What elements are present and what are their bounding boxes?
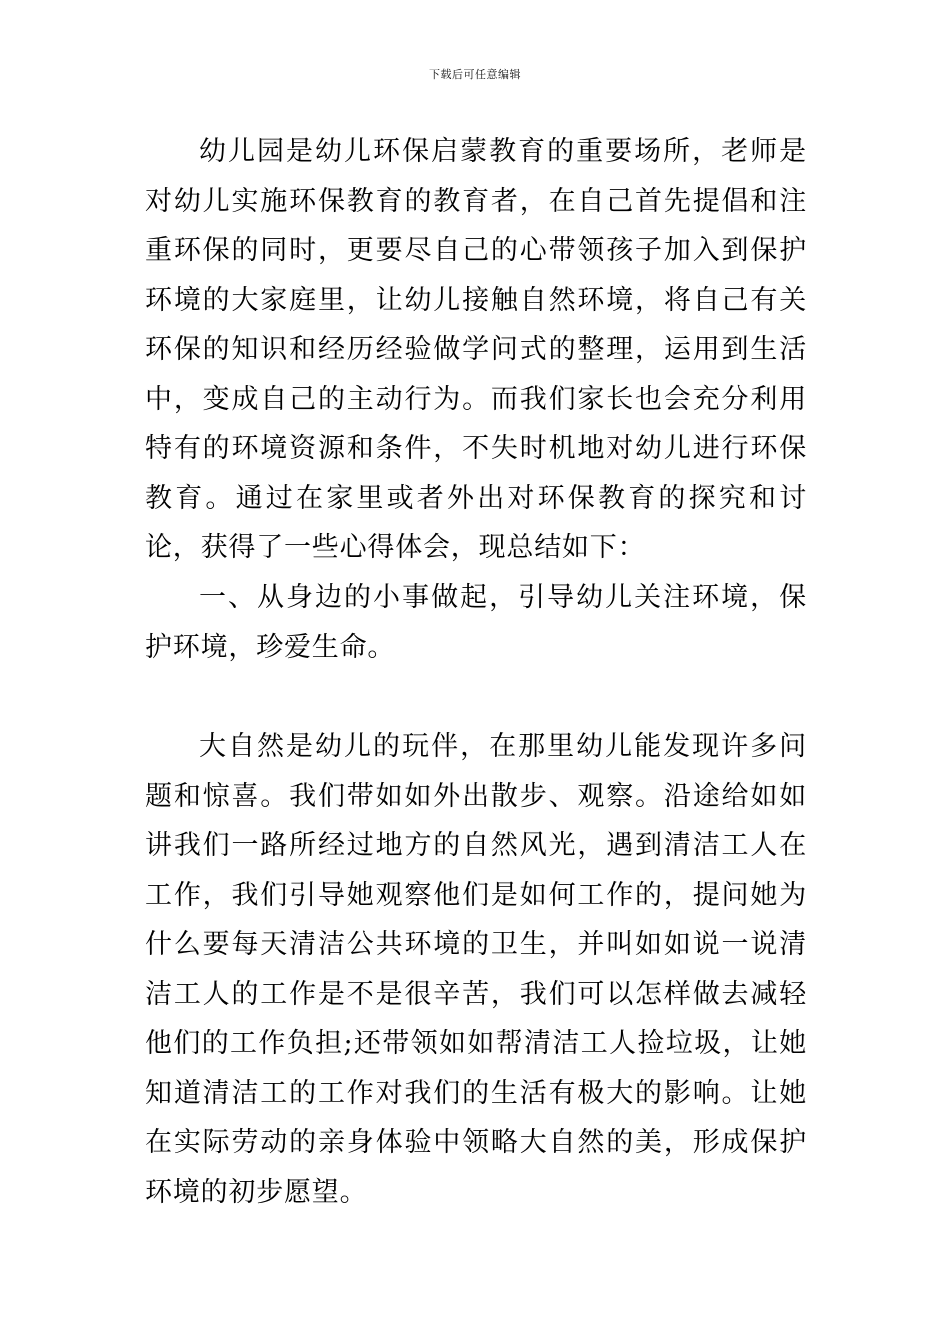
section-heading-text: 一、从身边的小事做起，引导幼儿关注环境，保护环境，珍爱生命。 xyxy=(145,582,807,663)
paragraph-text: 幼儿园是幼儿环保启蒙教育的重要场所，老师是对幼儿实施环保教育的教育者，在自己首先提倡和注重环保的同时，更要尽自己的心带领孩子加入到保护环境的大家庭里，让幼儿接触自然环境，将自己有关环保的知识和经历经验做学问式的整理，运用到生活中，变成自己的主动行为。而我们家长也会充分利用特有的环境资源和条件，不失时机地对幼儿进行环保教育。通过在家里或者外出对环保教育的探究和讨论，获得了一些心得体会，现总结如下： xyxy=(145,136,807,563)
paragraph-intro xyxy=(145,127,807,573)
section-heading-1 xyxy=(145,573,807,672)
paragraph-nature xyxy=(145,722,807,1217)
paragraph-text: 大自然是幼儿的玩伴，在那里幼儿能发现许多问题和惊喜。我们带如如外出散步、观察。沿途给如如讲我们一路所经过地方的自然风光，遇到清洁工人在工作，我们引导她观察他们是如何工作的，提问她为什么要每天清洁公共环境的卫生，并叫如如说一说清洁工人的工作是不是很辛苦，我们可以怎样做去减轻他们的工作负担;还带领如如帮清洁工人捡垃圾，让她知道清洁工的工作对我们的生活有极大的影响。让她在实际劳动的亲身体验中领略大自然的美，形成保护环境的初步愿望。 xyxy=(145,731,807,1208)
header-note: 下载后可任意编辑 xyxy=(429,68,521,81)
